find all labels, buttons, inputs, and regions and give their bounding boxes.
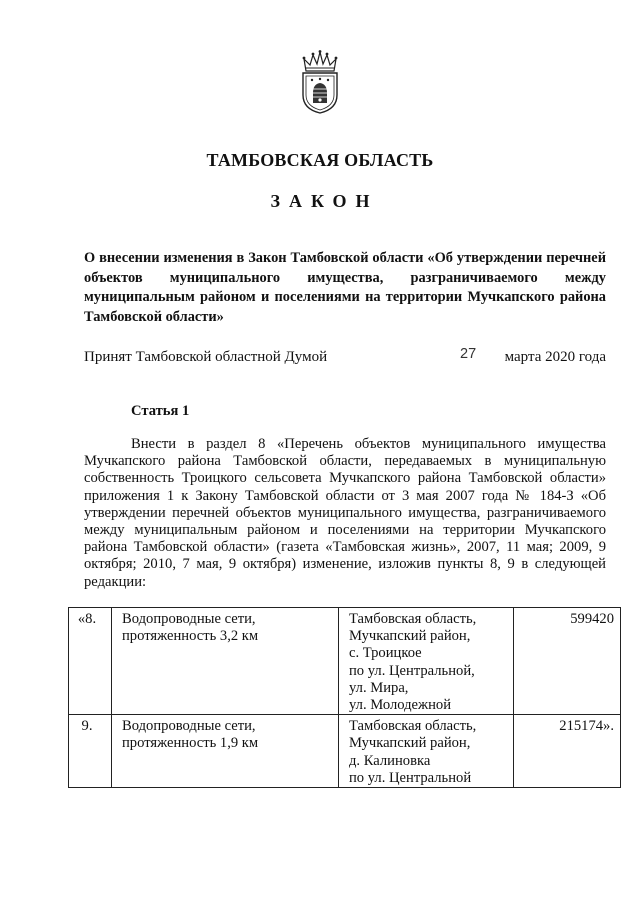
table-row: [69, 608, 621, 715]
item-name: Водопроводные сети, протяженность 1,9 км: [112, 715, 339, 788]
adoption-org: Принят Тамбовской областной Думой: [84, 349, 328, 365]
item-value: 215174».: [514, 715, 621, 788]
amendment-table: [68, 607, 621, 788]
item-number: 9.: [69, 715, 112, 788]
article-body: Внести в раздел 8 «Перечень объектов муниципального имущества Мучкапского района Тамбовской области, передаваемых в муниципальную собственность Троицкого сельсовета Мучкапского района Тамбовской области» приложения 1 к Закону Тамбовской области от 3 мая 2007 года № 184-З «Об утверждении перечней объектов муниципального имущества, разграничиваемого между муниципальным районом и поселениями на территории Мучкапского района Тамбовской области» (газета «Тамбовская жизнь», 2007, 11 мая; 2009, 9 октября; 2010, 7 мая, 9 октября) изменение, изложив пункты 8, 9 в следующей редакции:: [84, 436, 606, 590]
address-line: Мучкапский район,: [349, 735, 471, 752]
address-line: Тамбовская область,: [349, 611, 477, 627]
address-line: с. Троицкое: [349, 645, 422, 662]
table-row: [69, 715, 621, 788]
address-line: по ул. Центральной: [349, 769, 472, 786]
region-title: ТАМБОВСКАЯ ОБЛАСТЬ: [206, 150, 434, 170]
address-line: д. Калиновка: [349, 752, 431, 769]
item-name: Водопроводные сети, протяженность 3,2 км: [112, 608, 339, 715]
item-number: «8.: [69, 608, 112, 715]
address-line: Мучкапский район,: [349, 628, 471, 645]
address-line: ул. Мира,: [349, 679, 409, 696]
item-value: 599420: [514, 608, 621, 715]
document-type: ЗАКОН: [270, 191, 379, 211]
adoption-day: 27: [460, 346, 477, 362]
adoption-date: марта 2020 года: [504, 349, 606, 365]
item-address: [339, 715, 514, 788]
coat-of-arms-emblem: [298, 49, 342, 115]
address-line: ул. Молодежной: [349, 697, 452, 714]
law-title: О внесении изменения в Закон Тамбовской области «Об утверждении перечней объектов муниципального имущества, разграничиваемого между муниципальным районом и поселениями на территории Мучкапского района Тамбовской области»: [84, 250, 606, 325]
address-line: Тамбовская область,: [349, 718, 477, 735]
item-address: [339, 608, 514, 715]
article-heading: Статья 1: [131, 403, 190, 419]
address-line: по ул. Центральной,: [349, 662, 475, 679]
